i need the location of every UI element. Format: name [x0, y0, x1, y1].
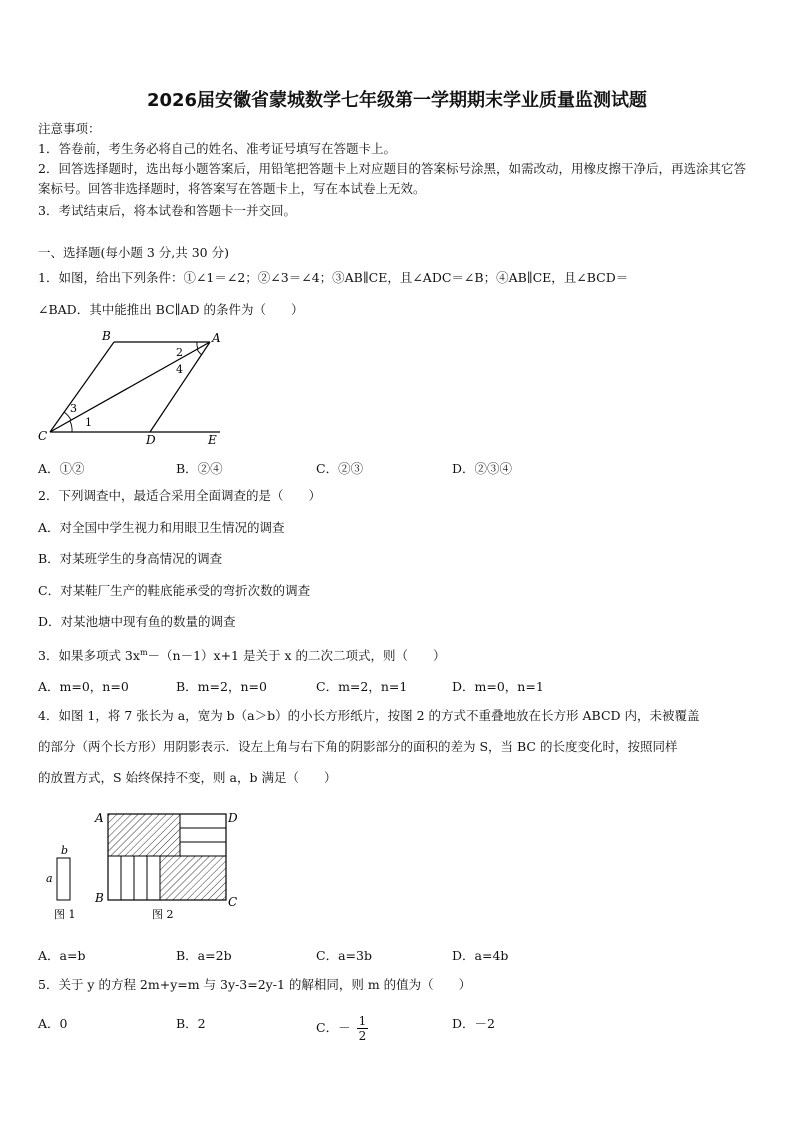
fig2-bar-4 [147, 856, 160, 900]
notice-item-1: 1．答卷前，考生务必将自己的姓名、准考证号填写在答题卡上。 [38, 141, 396, 156]
notice-item-3: 3．考试结束后，将本试卷和答题卡一并交回。 [38, 203, 296, 218]
q5-stem: 5．关于 y 的方程 2m+y=m 与 3y-3=2y-1 的解相同，则 m 的值为（ ） [38, 977, 472, 992]
fig2-bar-3 [134, 856, 147, 900]
fig2-strip-3 [180, 842, 226, 856]
q1-parallelogram-figure [30, 326, 270, 448]
label-e: E [208, 433, 217, 447]
q5-option-c [316, 1014, 368, 1043]
fig1-small-rectangle [57, 858, 70, 900]
q2-option-a: A．对全国中学生视力和用眼卫生情况的调查 [38, 520, 285, 535]
page-title: 2026届安徽省蒙城数学七年级第一学期期末学业质量监测试题 [146, 90, 648, 111]
q2-option-c: C．对某鞋厂生产的鞋底能承受的弯折次数的调查 [38, 583, 311, 598]
q2-option-d: D．对某池塘中现有鱼的数量的调查 [38, 614, 236, 629]
fig2-label-d: D [228, 811, 238, 825]
fig2-shaded-top-left [108, 814, 180, 856]
fig2-bar-1 [108, 856, 121, 900]
label-angle-3: 3 [70, 402, 77, 415]
q3-option-d: D．m=0，n=1 [452, 679, 544, 694]
q3-stem-pre: 3．如果多项式 3x [38, 648, 140, 664]
q3-stem-post: －（n－1）x+1 是关于 x 的二次二项式，则（ ） [147, 648, 446, 664]
q5-option-d: D．－2 [452, 1016, 495, 1031]
q5-option-a: A．0 [38, 1016, 68, 1031]
q4-option-b: B．a=2b [176, 948, 232, 963]
q2-option-b: B．对某班学生的身高情况的调查 [38, 551, 223, 566]
angle-arc-1 [70, 421, 72, 432]
q1-option-a: A．①② [38, 461, 85, 476]
label-angle-1: 1 [85, 416, 92, 429]
notice-heading: 注意事项： [38, 121, 101, 136]
angle-arc-4 [197, 349, 202, 355]
q3-option-c: C．m=2，n=1 [316, 679, 408, 694]
q4-rectangles-figure [40, 806, 260, 924]
fig2-strip-2 [180, 828, 226, 842]
q5-option-b: B．2 [176, 1016, 206, 1031]
notice-item-2: 2．回答选择题时，选出每小题答案后，用铅笔把答题卡上对应题目的答案标号涂黑，如需改动，用橡皮擦干净后，再选涂其它答案标号。回答非选择题时，将答案写在答题卡上，写在本试卷上无效。 [38, 161, 746, 196]
q5-fraction-numerator: 1 [358, 1014, 367, 1028]
q1-option-b: B．②④ [176, 461, 223, 476]
label-b: B [102, 329, 111, 343]
section-heading: 一、选择题(每小题 3 分,共 30 分) [38, 245, 229, 260]
q4-stem-line3: 的放置方式，S 始终保持不变，则 a，b 满足（ ） [38, 770, 337, 785]
fig2-shaded-bottom-right [160, 856, 226, 900]
fig2-strip-1 [180, 814, 226, 828]
q2-stem: 2．下列调查中，最适合采用全面调查的是（ ） [38, 488, 321, 503]
q4-stem-line1: 4．如图 1，将 7 张长为 a，宽为 b（a＞b）的小长方形纸片，按图 2 的方式不重叠地放在长方形 ABCD 内，未被覆盖 [38, 708, 700, 723]
angle-arc-2 [197, 342, 198, 349]
q5-option-c-prefix: C．－ [316, 1020, 351, 1035]
q4-option-d: D．a=4b [452, 948, 509, 963]
q5-fraction-denominator: 2 [358, 1029, 367, 1043]
fig1-label-a: a [46, 872, 53, 885]
q3-option-a: A．m=0，n=0 [38, 679, 129, 694]
fig1-caption: 图 1 [54, 908, 76, 921]
fig2-label-b: B [95, 891, 104, 905]
label-c: C [38, 429, 48, 443]
fig2-label-c: C [228, 895, 238, 909]
q4-option-a: A．a=b [38, 948, 86, 963]
q4-option-c: C．a=3b [316, 948, 372, 963]
fig2-bar-2 [121, 856, 134, 900]
fig1-label-b: b [61, 844, 69, 857]
label-a: A [212, 331, 221, 345]
q3-option-b: B．m=2，n=0 [176, 679, 267, 694]
q3-exponent: m [139, 648, 148, 657]
q5-fraction [357, 1014, 369, 1043]
line-ac [50, 342, 210, 432]
label-d: D [146, 433, 156, 447]
fig2-caption: 图 2 [152, 908, 174, 921]
fig2-label-a: A [95, 811, 104, 825]
q1-option-d: D．②③④ [452, 461, 513, 476]
q4-stem-line2: 的部分（两个长方形）用阴影表示．设左上角与右下角的阴影部分的面积的差为 S，当 BC 的长度变化时，按照同样 [38, 739, 678, 754]
label-angle-4: 4 [176, 363, 183, 376]
q1-stem-line2: ∠BAD．其中能推出 BC∥AD 的条件为（ ） [38, 302, 304, 317]
label-angle-2: 2 [176, 346, 183, 359]
line-bc [50, 342, 114, 432]
q1-stem-line1: 1．如图，给出下列条件：①∠1＝∠2；②∠3＝∠4；③AB∥CE，且∠ADC＝∠B；④AB∥CE，且∠BCD＝ [38, 270, 629, 285]
q3-stem [38, 643, 445, 666]
q1-option-c: C．②③ [316, 461, 364, 476]
